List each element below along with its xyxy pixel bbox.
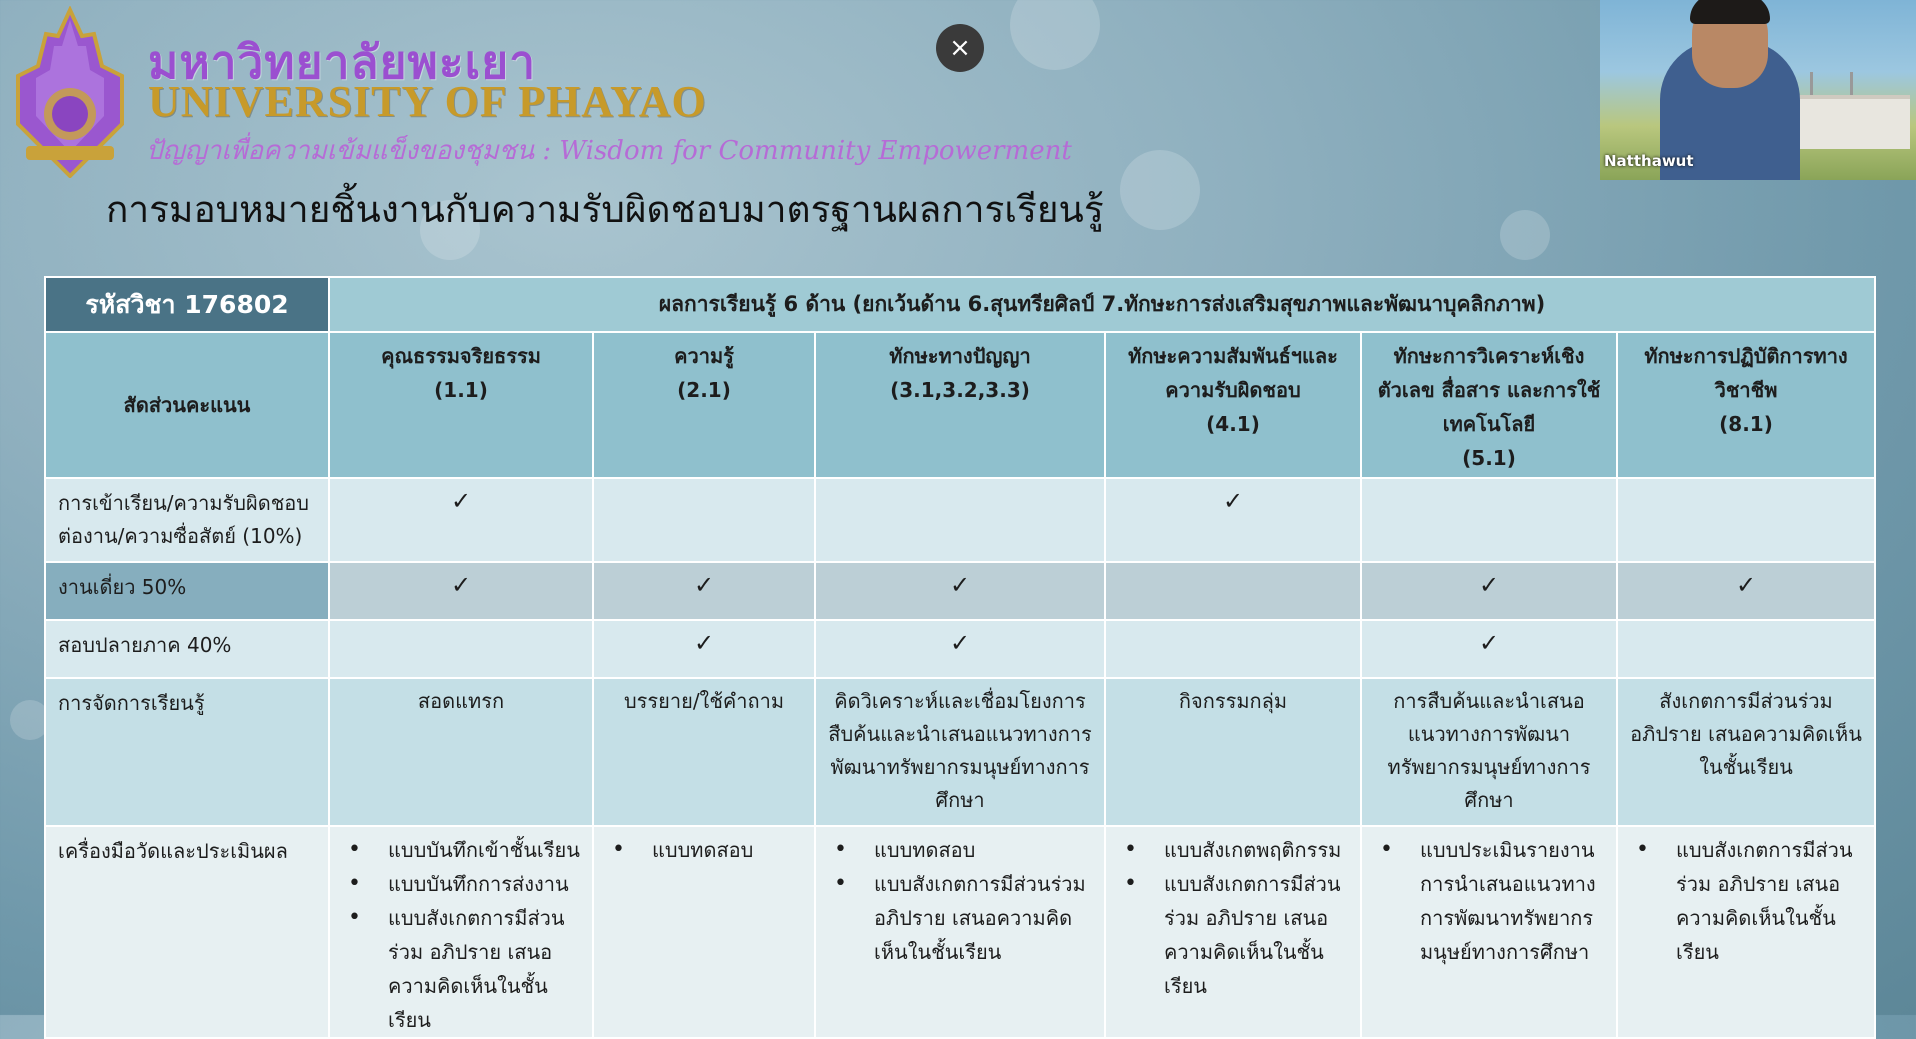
teaching-cell: บรรยาย/ใช้คำถาม: [593, 678, 815, 826]
column-name: คุณธรรมจริยธรรม: [381, 344, 541, 368]
column-name: ความรับผิดชอบ: [1165, 378, 1301, 402]
check-cell: [1105, 620, 1361, 678]
assessment-cell: [1105, 826, 1361, 1038]
list-item: • แบบประเมินรายงานการนำเสนอแนวทางการพัฒนาทรัพยากรมนุษย์ทางการศึกษา: [1420, 833, 1606, 969]
row-label: สอบปลายภาค 40%: [45, 620, 329, 678]
university-slogan: ปัญญาเพื่อความเข้มแข็งของชุมชน : Wisdom for Community Empowerment: [146, 136, 1072, 166]
column-name: ทักษะการวิเคราะห์เชิง: [1393, 344, 1585, 368]
column-name: ตัวเลข สื่อสาร และการใช้: [1377, 378, 1601, 402]
assessment-cell: [329, 826, 593, 1038]
assessment-cell: [593, 826, 815, 1038]
check-mark-icon: ✓: [1478, 629, 1500, 657]
column-code: (8.1): [1719, 412, 1773, 436]
row-label-line: การเข้าเรียน/ความรับผิดชอบ: [58, 491, 309, 515]
check-cell: [1617, 478, 1875, 562]
check-cell: [329, 620, 593, 678]
teaching-cell: กิจกรรมกลุ่ม: [1105, 678, 1361, 826]
bullet-list: [330, 827, 592, 1037]
list-item: • แบบสังเกตพฤติกรรม: [1164, 833, 1350, 867]
check-cell: [1361, 478, 1617, 562]
check-mark-icon: ✓: [450, 571, 472, 599]
table-row-assessment: [45, 826, 1875, 1038]
column-name: เทคโนโลยี: [1442, 412, 1536, 436]
column-code: (3.1,3.2,3.3): [890, 378, 1030, 402]
column-code: (1.1): [434, 378, 488, 402]
learning-outcomes-table: [44, 276, 1876, 1039]
check-mark-icon: ✓: [949, 629, 971, 657]
bullet-list: [1106, 827, 1360, 1003]
check-mark-icon: ✓: [949, 571, 971, 599]
column-name: ทักษะทางปัญญา: [889, 344, 1031, 368]
check-mark-icon: ✓: [1478, 571, 1500, 599]
column-header-interpersonal: [1105, 332, 1361, 478]
column-name: ทักษะการปฏิบัติการทาง: [1644, 344, 1848, 368]
column-header-numerical: [1361, 332, 1617, 478]
list-item: • แบบสังเกตการมีส่วนร่วม อภิปราย เสนอความคิดเห็นในชั้นเรียน: [1676, 833, 1864, 969]
table-row-final-exam: [45, 620, 1875, 678]
assessment-cell: [1617, 826, 1875, 1038]
learning-outcomes-header: ผลการเรียนรู้ 6 ด้าน (ยกเว้นด้าน 6.สุนทรียศิลป์ 7.ทักษะการส่งเสริมสุขภาพและพัฒนาบุคลิกภาพ): [329, 277, 1875, 332]
check-cell: [815, 478, 1105, 562]
row-label: เครื่องมือวัดและประเมินผล: [45, 826, 329, 1038]
assessment-cell: [815, 826, 1105, 1038]
row-label: งานเดี่ยว 50%: [45, 562, 329, 620]
row-label: [45, 478, 329, 562]
list-item: • แบบสังเกตการมีส่วนร่วม อภิปราย เสนอความคิดเห็นในชั้นเรียน: [388, 901, 582, 1037]
column-name: ความรู้: [674, 344, 734, 368]
check-cell: [1361, 562, 1617, 620]
check-cell: [1361, 620, 1617, 678]
column-name: วิชาชีพ: [1714, 378, 1778, 402]
check-cell: [593, 620, 815, 678]
check-cell: [329, 478, 593, 562]
bullet-list: [816, 827, 1104, 969]
table-row-teaching: [45, 678, 1875, 826]
teaching-cell: การสืบค้นและนำเสนอแนวทางการพัฒนาทรัพยากรมนุษย์ทางการศึกษา: [1361, 678, 1617, 826]
participant-video[interactable]: [1600, 0, 1916, 180]
column-code: (2.1): [677, 378, 731, 402]
column-header-professional: [1617, 332, 1875, 478]
table-row-attendance: [45, 478, 1875, 562]
close-button[interactable]: ×: [936, 24, 984, 72]
participant-hair: [1690, 0, 1770, 24]
bullet-list: [1618, 827, 1874, 969]
check-cell: [1617, 620, 1875, 678]
check-mark-icon: ✓: [693, 571, 715, 599]
course-code-header: รหัสวิชา 176802: [45, 277, 329, 332]
teaching-cell: สังเกตการมีส่วนร่วมอภิปราย เสนอความคิดเห็นในชั้นเรียน: [1617, 678, 1875, 826]
check-mark-icon: ✓: [1222, 487, 1244, 515]
university-logo: [4, 6, 136, 178]
assessment-cell: [1361, 826, 1617, 1038]
column-header-ethics: [329, 332, 593, 478]
university-name-thai: มหาวิทยาลัยพะเยา: [148, 35, 537, 89]
list-item: • แบบบันทึกเข้าชั้นเรียน: [388, 833, 582, 867]
check-mark-icon: ✓: [1735, 571, 1757, 599]
list-item: • แบบบันทึกการส่งงาน: [388, 867, 582, 901]
background-bokeh: [1010, 0, 1100, 70]
teaching-cell: คิดวิเคราะห์และเชื่อมโยงการสืบค้นและนำเสนอแนวทางการพัฒนาทรัพยากรมนุษย์ทางการศึกษา: [815, 678, 1105, 826]
check-mark-icon: ✓: [450, 487, 472, 515]
score-ratio-header: สัดส่วนคะแนน: [45, 332, 329, 478]
university-name-english: UNIVERSITY OF PHAYAO: [148, 77, 707, 126]
bullet-list: [1362, 827, 1616, 969]
list-item: • แบบสังเกตการมีส่วนร่วมอภิปราย เสนอความคิดเห็นในชั้นเรียน: [874, 867, 1094, 969]
check-mark-icon: ✓: [693, 629, 715, 657]
teaching-cell: สอดแทรก: [329, 678, 593, 826]
background-bokeh: [1500, 210, 1550, 260]
column-header-cognitive: [815, 332, 1105, 478]
list-item: • แบบทดสอบ: [652, 833, 804, 867]
column-name: ทักษะความสัมพันธ์ฯและ: [1128, 344, 1338, 368]
list-item: • แบบสังเกตการมีส่วนร่วม อภิปราย เสนอความคิดเห็นในชั้นเรียน: [1164, 867, 1350, 1003]
check-cell: [1617, 562, 1875, 620]
check-cell: [1105, 562, 1361, 620]
check-cell: [1105, 478, 1361, 562]
check-cell: [815, 562, 1105, 620]
background-bokeh: [1120, 150, 1200, 230]
participant-name: Natthawut: [1604, 152, 1694, 170]
list-item: • แบบทดสอบ: [874, 833, 1094, 867]
check-cell: [329, 562, 593, 620]
table-row-individual: [45, 562, 1875, 620]
row-label-line: ต่องาน/ความซื่อสัตย์ (10%): [58, 524, 303, 548]
check-cell: [815, 620, 1105, 678]
column-code: (5.1): [1462, 446, 1516, 470]
bullet-list: [594, 827, 814, 867]
column-code: (4.1): [1206, 412, 1260, 436]
check-cell: [593, 562, 815, 620]
check-cell: [593, 478, 815, 562]
row-label: การจัดการเรียนรู้: [45, 678, 329, 826]
slide-title: การมอบหมายชิ้นงานกับความรับผิดชอบมาตรฐานผลการเรียนรู้: [106, 188, 1104, 231]
column-header-knowledge: [593, 332, 815, 478]
